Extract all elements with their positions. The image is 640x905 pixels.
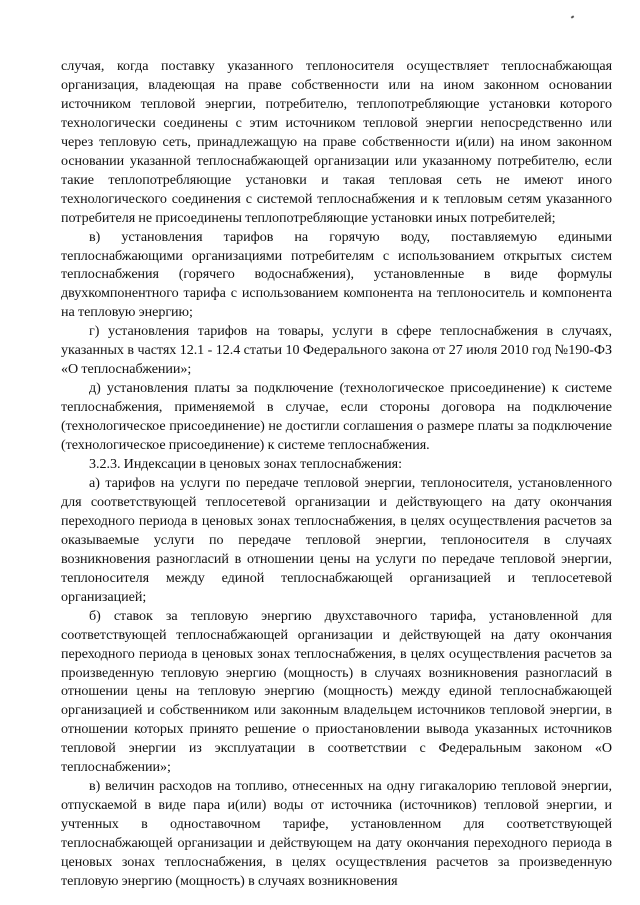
document-body [61, 57, 612, 891]
paragraph-item-g: г) установления тарифов на товары, услуги в сфере теплоснабжения в случаях, указанных в частях 12.1 - 12.4 статьи 10 Федерального закона от 27 июля 2010 год №190-ФЗ «О теплоснабжении»; [61, 323, 612, 378]
section-heading-3-2-3: 3.2.3. Индексации в ценовых зонах теплоснабжения: [89, 456, 402, 473]
paragraph-item-v: в) установления тарифов на горячую воду, поставляемую едиными теплоснабжающими организациями потребителям с использованием открытых систем теплоснабжения (горячего водоснабжения), установленные в виде формулы двухкомпонентного тарифа с использованием компонента на теплоноситель и компонента на тепловую энергию; [61, 228, 612, 321]
paragraph-item-a: а) тарифов на услуги по передаче тепловой энергии, теплоносителя, установленного для соответствующей теплосетевой организации и действующего на дату окончания переходного периода в ценовых зонах теплоснабжения, в целях осуществления расчетов за оказываемые услуги по передаче тепловой энергии, теплоносителя в случаях возникновения разногласий в отношении цены на услуги по передаче тепловой энергии, теплоносителя между единой теплоснабжающей организацией и теплосетевой организацией; [61, 474, 612, 605]
paragraph-item-b: б) ставок за тепловую энергию двухставочного тарифа, установленной для соответствующей теплоснабжающей организации и действующей на дату окончания переходного периода в ценовых зонах теплоснабжения, в целях осуществления расчетов за произведенную тепловую энергию (мощность) в случаях возникновения разногласий в отношении цены на тепловую энергию (мощность) между единой теплоснабжающей организацией и собственником или законным владельцем источников тепловой энергии, в отношении которых принято решение о приостановлении вывода указанных источников тепловой энергии из эксплуатации в соответствии с Федеральным законом «О теплоснабжении»; [61, 607, 612, 776]
paragraph-item-d: д) установления платы за подключение (технологическое присоединение) к системе теплоснабжения, применяемой в случае, если стороны договора на подключение (технологическое присоединение) не достигли соглашения о размере платы за подключение (технологическое присоединение) к системе теплоснабжения. [61, 380, 612, 454]
scan-artifact-mark [571, 15, 575, 18]
paragraph-continuation: случая, когда поставку указанного теплоносителя осуществляет теплоснабжающая организация, владеющая на праве собственности или на ином законном основании источником тепловой энергии, потребителю, теплопотребляющие установки которого технологически соединены с этим источником тепловой энергии непосредственно или через тепловую сеть, принадлежащую на праве собственности и(или) на ином законном основании указанной теплоснабжающей организации или указанному потребителю, если такие теплопотребляющие установки и такая тепловая сеть не имеют иного технологического соединения с системой теплоснабжения и к тепловым сетям указанного потребителя не присоединены теплопотребляющие установки иных потребителей; [61, 58, 612, 226]
paragraph-item-v2: в) величин расходов на топливо, отнесенных на одну гигакалорию тепловой энергии, отпускаемой в виде пара и(или) воды от источника (источников) тепловой энергии, и учтенных в одноставочном тарифе, установленном для соответствующей теплоснабжающей организации и действующем на дату окончания переходного периода в ценовых зонах теплоснабжения, в целях осуществления расчетов за произведенную тепловую энергию (мощность) в случаях возникновения [61, 778, 612, 889]
